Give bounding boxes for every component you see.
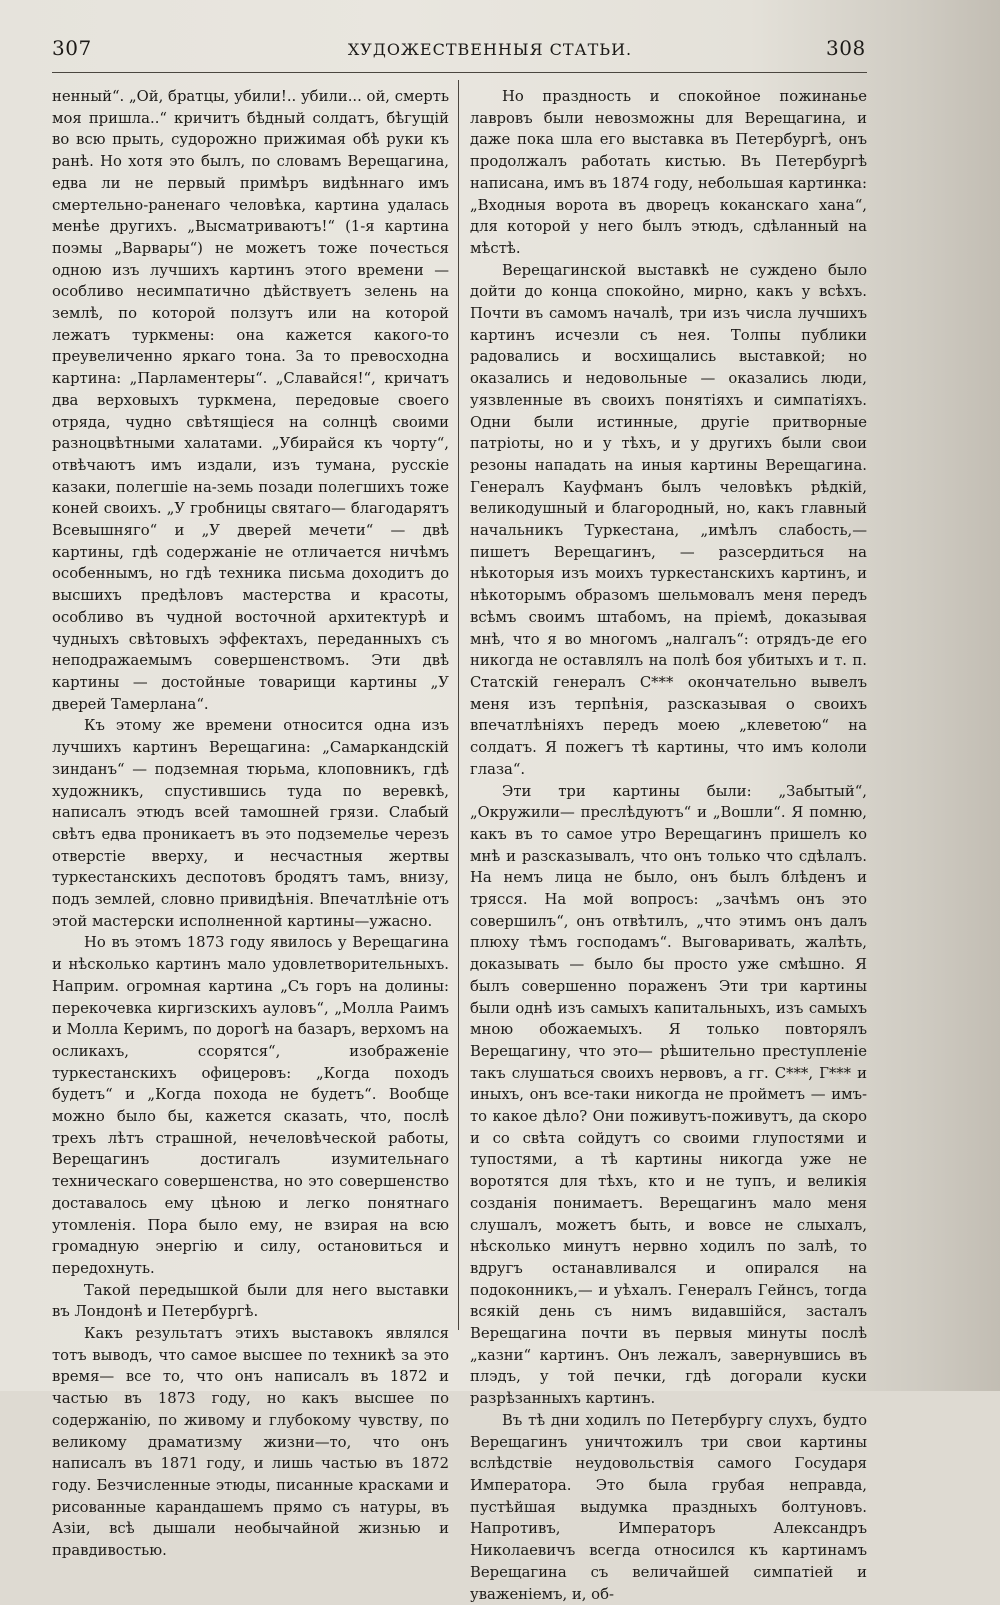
paragraph: Но въ этомъ 1873 году явилось у Верещагина и нѣсколько картинъ мало удовлетворительныхъ. Наприм. огромная картина „Съ горъ на долины: перекочевка киргизскихъ ауловъ“, „Молла Раимъ и Молла Керимъ, по дорогѣ на базаръ, верхомъ на осликахъ, ссорятся“, изображеніе туркестанскихъ офицеровъ: „Когда походъ будетъ“ и „Когда похода не будетъ“. Вообще можно было бы, кажется сказать, что, послѣ трехъ лѣтъ страшной, нечеловѣческой работы, Верещагинъ достигалъ изумительнаго техническаго совершенства, но это совершенство доставалось ему цѣною и легко понятнаго утомленія. Пора было ему, не взирая на всю громадную энергію и силу, остановиться и передохнуть. — [52, 934, 449, 1277]
page-number-left: 307 — [52, 36, 92, 60]
paragraph: Такой передышкой были для него выставки въ Лондонѣ и Петербургѣ. — [52, 1281, 449, 1321]
header-rule — [52, 72, 867, 73]
column-divider — [458, 80, 459, 1330]
paragraph: Эти три картины были: „Забытый“, „Окружили— преслѣдуютъ“ и „Вошли“. Я помню, какъ въ то самое утро Верещагинъ пришелъ ко мнѣ и разсказывалъ, что онъ только что сдѣлалъ. На немъ лица не было, онъ былъ блѣденъ и трясся. На мой вопросъ: „зачѣмъ онъ это совершилъ“, онъ отвѣтилъ, „что этимъ онъ далъ плюху тѣмъ господамъ“. Выговаривать, жалѣть, доказывать — было бы просто уже смѣшно. Я былъ совершенно пораженъ Эти три картины были однѣ изъ самыхъ капитальныхъ, изъ самыхъ мною обожаемыхъ. Я только повторялъ Верещагину, что это— рѣшительно преступленіе такъ слушаться своихъ нервовъ, а гг. С***, Г*** и иныхъ, онъ все-таки никогда не пройметъ — имъ-то какое дѣло? Они поживутъ-поживутъ, да скоро и со свѣта сойдутъ со своими глупостями и тупостями, а тѣ картины никогда уже не воротятся для тѣхъ, кто и не тупъ, и великія созданія понимаетъ. Верещагинъ мало меня слушалъ, можетъ быть, и вовсе не слыхалъ, нѣсколько минутъ нервно ходилъ по залѣ, то вдругъ останавливался и опирался на подоконникъ,— и уѣхалъ. Генералъ Гейнсъ, тогда всякій день съ нимъ видавшійся, засталъ Верещагина почти въ первыя минуты послѣ „казни“ картинъ. Онъ лежалъ, завернувшись въ плэдъ, у той печки, гдѣ догорали куски разрѣзанныхъ картинъ. — [470, 782, 867, 1408]
paragraph: Какъ результатъ этихъ выставокъ являлся тотъ выводъ, что самое высшее по техникѣ за это время— все то, что онъ написалъ въ 1872 и частью въ 1873 году, но какъ высшее по содержанію, по живому и глубокому чувству, по великому драматизму жизни—то, что онъ написалъ въ 1871 году, и лишь частью въ 1872 году. Безчисленные этюды, писанные красками и рисованные карандашемъ прямо съ натуры, въ Азіи, всѣ дышали необычайной жизнью и правдивостью. — [52, 1325, 449, 1560]
paragraph: Верещагинской выставкѣ не суждено было дойти до конца спокойно, мирно, какъ у всѣхъ. Почти въ самомъ началѣ, три изъ числа лучшихъ картинъ исчезли съ нея. Толпы публики радовались и восхищались выставкой; но оказались и недовольные — оказались люди, уязвленные въ своихъ понятіяхъ и симпатіяхъ. Одни были истинные, другіе притворные патріоты, но и у тѣхъ, и у другихъ были свои резоны нападать на иныя картины Верещагина. Генералъ Кауфманъ былъ человѣкъ рѣдкій, великодушный и благородный, но, какъ главный начальникъ Туркестана, „имѣлъ слабость,—пишетъ Верещагинъ, — разсердиться на нѣкоторыя изъ моихъ туркестанскихъ картинъ, и нѣкоторымъ образомъ шельмовалъ меня передъ всѣмъ своимъ штабомъ, на пріемѣ, доказывая мнѣ, что я во многомъ „налгалъ“: отрядъ-де его никогда не оставлялъ на полѣ боя убитыхъ и т. п. Статскій генералъ С*** окончательно вывелъ меня изъ терпѣнія, разсказывая о своихъ впечатлѣніяхъ передъ моею „клеветою“ на солдатъ. Я пожегъ тѣ картины, что имъ кололи глаза“. — [470, 261, 867, 778]
right-column — [470, 86, 867, 1605]
paragraph: ненный“. „Ой, братцы, убили!.. убили... ой, смерть моя пришла..“ кричитъ бѣдный солдатъ, бѣгущій во всю прыть, судорожно прижимая обѣ руки къ ранѣ. Но хотя это былъ, по словамъ Верещагина, едва ли не первый примѣръ видѣннаго имъ смертельно-раненаго человѣка, картина удалась менѣе другихъ. „Высматриваютъ!“ (1-я картина поэмы „Варвары“) не можетъ тоже почесться одною изъ лучшихъ картинъ этого времени — особливо несимпатично дѣйствуетъ зелень на землѣ, по которой ползутъ или на которой лежатъ туркмены: она кажется какого-то преувеличенно яркаго тона. За то превосходна картина: „Парламентеры“. „Славайся!“, кричатъ два верховыхъ туркмена, передовые своего отряда, чудно свѣтящіеся на солнцѣ своими разноцвѣтными халатами. „Убирайся къ чорту“, отвѣчаютъ имъ издали, изъ тумана, русскіе казаки, полегшіе на-земь позади полегшихъ тоже коней своихъ. „У гробницы святаго— благодарятъ Всевышняго“ и „У дверей мечети“ — двѣ картины, гдѣ содержаніе не отличается ничѣмъ особеннымъ, но гдѣ техника письма доходитъ до высшихъ предѣловъ мастерства и красоты, особливо въ чудной восточной архитектурѣ и чудныхъ свѣтовыхъ эффектахъ, переданныхъ съ неподражаемымъ совершенствомъ. Эти двѣ картины — достойные товарищи картины „У дверей Тамерлана“. — [52, 88, 449, 713]
paragraph: Въ тѣ дни ходилъ по Петербургу слухъ, будто Верещагинъ уничтожилъ три свои картины вслѣдствіе неудовольствія самого Государя Императора. Это была грубая неправда, пустѣйшая выдумка праздныхъ болтуновъ. Напротивъ, Императоръ Александръ Николаевичъ всегда относился къ картинамъ Верещагина съ величайшей симпатіей и уваженіемъ, и, об- — [470, 1411, 867, 1603]
paragraph: Къ этому же времени относится одна изъ лучшихъ картинъ Верещагина: „Самаркандскій зинданъ“ — подземная тюрьма, клоповникъ, гдѣ художникъ, спустившись туда по веревкѣ, написалъ этюдъ всей тамошней грязи. Слабый свѣтъ едва проникаетъ въ это подземелье черезъ отверстіе вверху, и несчастныя жертвы туркестанскихъ деспотовъ бродятъ тамъ, внизу, подъ землей, словно привидѣнія. Впечатлѣніе отъ этой мастерски исполненной картины—ужасно. — [52, 717, 449, 930]
running-title: ХУДОЖЕСТВЕННЫЯ СТАТЬИ. — [347, 40, 633, 59]
paragraph: Но праздность и спокойное пожинанье лавровъ были невозможны для Верещагина, и даже пока шла его выставка въ Петербургѣ, онъ продолжалъ работать кистью. Въ Петербургѣ написана, имъ въ 1874 году, небольшая картинка: „Входныя ворота въ дворецъ коканскаго хана“, для которой у него былъ этюдъ, сдѣланный на мѣстѣ. — [470, 88, 867, 257]
left-column — [52, 86, 449, 1562]
page-number-right: 308 — [826, 36, 866, 60]
